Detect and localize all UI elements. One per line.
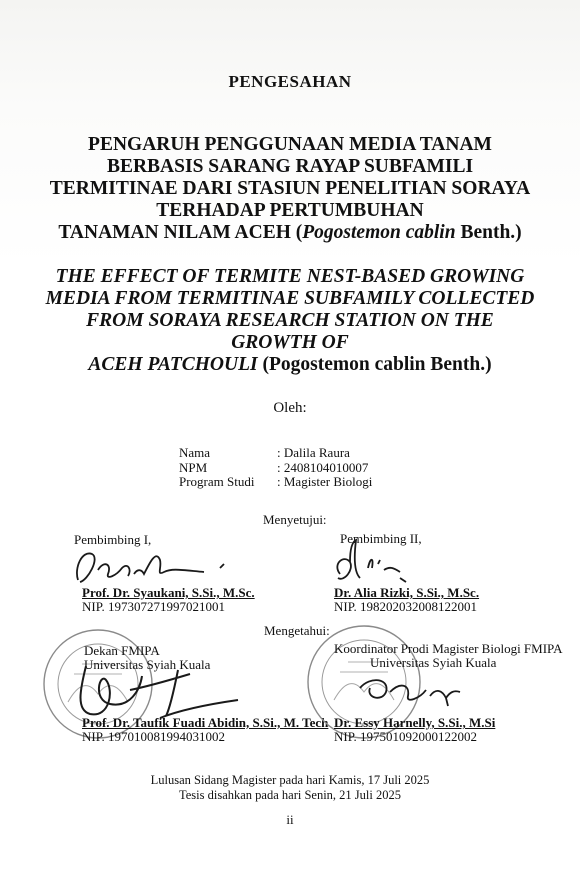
title-id-line3: TERMITINAE DARI STASIUN PENELITIAN SORAYA [49, 178, 531, 199]
student-npm-row [179, 461, 372, 476]
title-id-line5-post: Benth.) [455, 222, 522, 243]
dean-signature [70, 657, 250, 720]
supervisor1-role: Pembimbing I, [74, 532, 152, 547]
page-number: ii [286, 812, 294, 827]
dean-role: Dekan FMIPA [84, 643, 160, 658]
supervisor2-name: Dr. Alia Rizki, S.Si., M.Sc. [334, 585, 480, 600]
title-id-line5-pre: TANAMAN NILAM ACEH ( [58, 222, 303, 243]
program-value: : Magister Biologi [277, 474, 373, 489]
title-en-line1: THE EFFECT OF TERMITE NEST-BASED GROWING [55, 266, 525, 287]
coordinator-university: Universitas Syiah Kuala [370, 655, 497, 670]
supervisor2-role: Pembimbing II, [340, 531, 422, 546]
coordinator-name: Dr. Essy Harnelly, S.Si., M.Si [334, 715, 496, 730]
thesis-title-indonesian [0, 134, 580, 244]
student-info [179, 446, 372, 490]
dean-university: Universitas Syiah Kuala [84, 657, 211, 672]
approved-by-label: Menyetujui: [263, 512, 327, 527]
npm-label: NPM [179, 459, 208, 475]
student-name-row [179, 446, 372, 461]
program-label: Program Studi [179, 474, 255, 489]
coordinator-signature [350, 668, 470, 714]
supervisor1-name: Prof. Dr. Syaukani, S.Si., M.Sc. [82, 585, 255, 600]
title-en-line4: GROWTH OF [231, 332, 349, 353]
supervisor1-nip: NIP. 197307271997021001 [82, 599, 226, 614]
title-en-line5-pre: ACEH PATCHOULI [88, 354, 258, 375]
acknowledged-by-label: Mengetahui: [264, 623, 330, 638]
supervisor2-signature [330, 538, 450, 590]
title-id-line1: PENGARUH PENGGUNAAN MEDIA TANAM [88, 134, 492, 155]
name-label: Nama [179, 445, 211, 460]
title-id-line4: TERHADAP PERTUMBUHAN [156, 200, 424, 221]
title-en-line2: MEDIA FROM TERMITINAE SUBFAMILY COLLECTED [45, 288, 535, 309]
graduation-date: Lulusan Sidang Magister pada hari Kamis, 17 Juli 2025 [150, 773, 430, 787]
supervisor1-signature [72, 540, 252, 586]
footer-notes [0, 773, 580, 803]
coordinator-nip: NIP. 197501092000122002 [334, 729, 478, 744]
title-id-line2: BERBASIS SARANG RAYAP SUBFAMILI [106, 156, 474, 177]
dean-nip: NIP. 197010081994031002 [82, 729, 226, 744]
approval-date: Tesis disahkan pada hari Senin, 21 Juli 2025 [178, 788, 401, 802]
npm-value: : 2408104010007 [277, 459, 369, 475]
student-program-row [179, 475, 372, 490]
title-en-line3: FROM SORAYA RESEARCH STATION ON THE [86, 310, 494, 331]
coordinator-role: Koordinator Prodi Magister Biologi FMIPA [334, 641, 563, 656]
supervisor2-nip: NIP. 198202032008122001 [334, 599, 478, 614]
thesis-title-english [0, 266, 580, 376]
dean-name: Prof. Dr. Taufik Fuadi Abidin, S.Si., M. Tech [82, 715, 329, 730]
name-value: : Dalila Raura [277, 445, 350, 460]
page-heading: PENGESAHAN [228, 72, 352, 91]
by-label: Oleh: [273, 400, 307, 416]
title-en-species: (Pogostemon cablin Benth.) [257, 354, 492, 375]
title-id-species: Pogostemon cablin [302, 222, 456, 243]
title-en-line5 [0, 354, 580, 376]
title-id-line5 [0, 222, 580, 244]
